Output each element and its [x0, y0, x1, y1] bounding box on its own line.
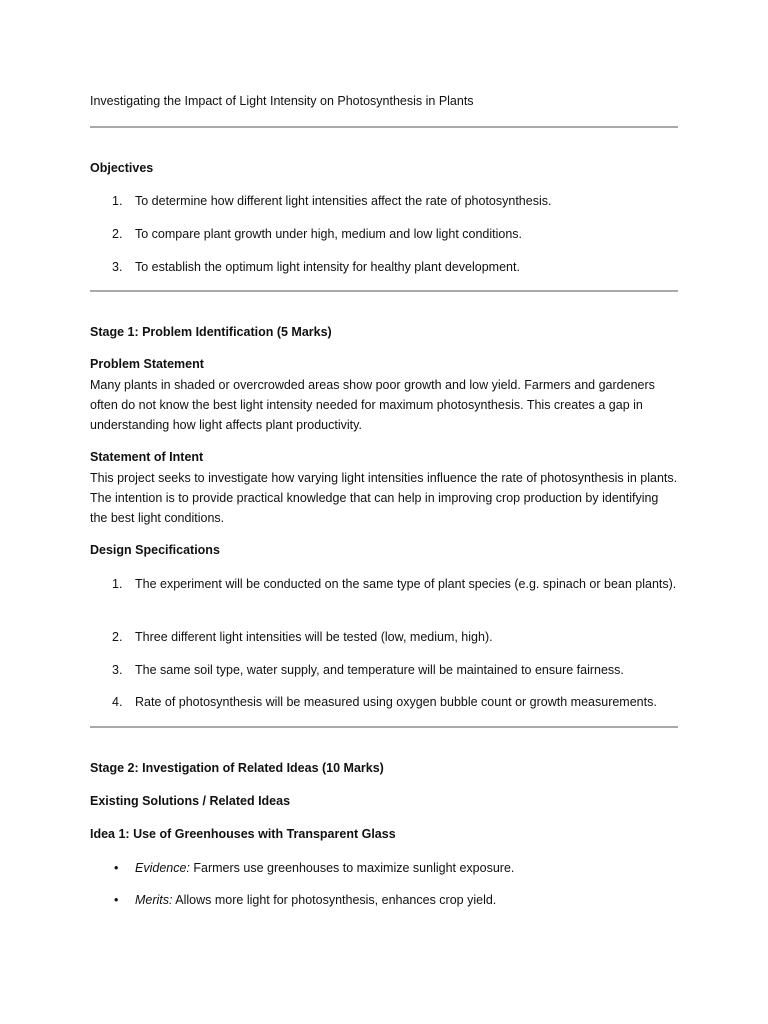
bullet-label: Evidence: [135, 861, 190, 875]
statement-of-intent-text: This project seeks to investigate how varying light intensities influence the rate of photosynthesis in plants. The intention is to provide practical knowledge that can help in improving crop production by identifying the best light conditions. [90, 471, 678, 525]
objective-item [90, 191, 678, 211]
idea1-bullet-item [90, 858, 678, 878]
problem-statement-heading: Problem Statement [90, 357, 204, 371]
list-text: The experiment will be conducted on the same type of plant species (e.g. spinach or bean plants). [135, 577, 677, 591]
design-spec-item [90, 692, 678, 712]
design-spec-item [90, 660, 678, 680]
list-number: 2. [112, 227, 123, 241]
bullet-marker: • [114, 861, 119, 875]
problem-statement-text: Many plants in shaded or overcrowded areas show poor growth and low yield. Farmers and gardeners often do not know the best light intensity needed for maximum photosynthesis. This creates a gap in understanding how light affects plant productivity. [90, 378, 655, 432]
list-text: Rate of photosynthesis will be measured using oxygen bubble count or growth measurements. [135, 695, 657, 709]
stage1-heading: Stage 1: Problem Identification (5 Marks) [90, 325, 332, 339]
divider [90, 290, 678, 292]
list-text: Three different light intensities will be tested (low, medium, high). [135, 630, 493, 644]
design-spec-item [90, 627, 678, 647]
divider [90, 726, 678, 728]
existing-solutions-heading: Existing Solutions / Related Ideas [90, 794, 291, 808]
divider [90, 126, 678, 128]
objectives-heading: Objectives [90, 161, 154, 175]
bullet-text: Allows more light for photosynthesis, enhances crop yield. [172, 893, 497, 907]
design-spec-item [90, 574, 678, 594]
list-number: 1. [112, 577, 123, 591]
list-text: To compare plant growth under high, medium and low light conditions. [135, 227, 523, 241]
objective-item [90, 257, 678, 277]
idea1-bullet-item [90, 890, 678, 910]
list-number: 1. [112, 194, 123, 208]
design-specifications-heading: Design Specifications [90, 543, 220, 557]
idea1-heading: Idea 1: Use of Greenhouses with Transparent Glass [90, 827, 396, 841]
bullet-marker: • [114, 893, 119, 907]
stage2-heading: Stage 2: Investigation of Related Ideas (10 Marks) [90, 761, 384, 775]
list-number: 4. [112, 695, 123, 709]
bullet-label: Merits: [135, 893, 173, 907]
list-number: 2. [112, 630, 123, 644]
list-text: To establish the optimum light intensity for healthy plant development. [135, 260, 520, 274]
list-number: 3. [112, 260, 123, 274]
bullet-text: Farmers use greenhouses to maximize sunlight exposure. [189, 861, 515, 875]
document-title: Investigating the Impact of Light Intensity on Photosynthesis in Plants [90, 94, 474, 108]
list-number: 3. [112, 663, 123, 677]
list-text: To determine how different light intensities affect the rate of photosynthesis. [135, 194, 552, 208]
statement-of-intent-heading: Statement of Intent [90, 450, 204, 464]
list-text: The same soil type, water supply, and temperature will be maintained to ensure fairness. [135, 663, 624, 677]
objective-item [90, 224, 678, 244]
